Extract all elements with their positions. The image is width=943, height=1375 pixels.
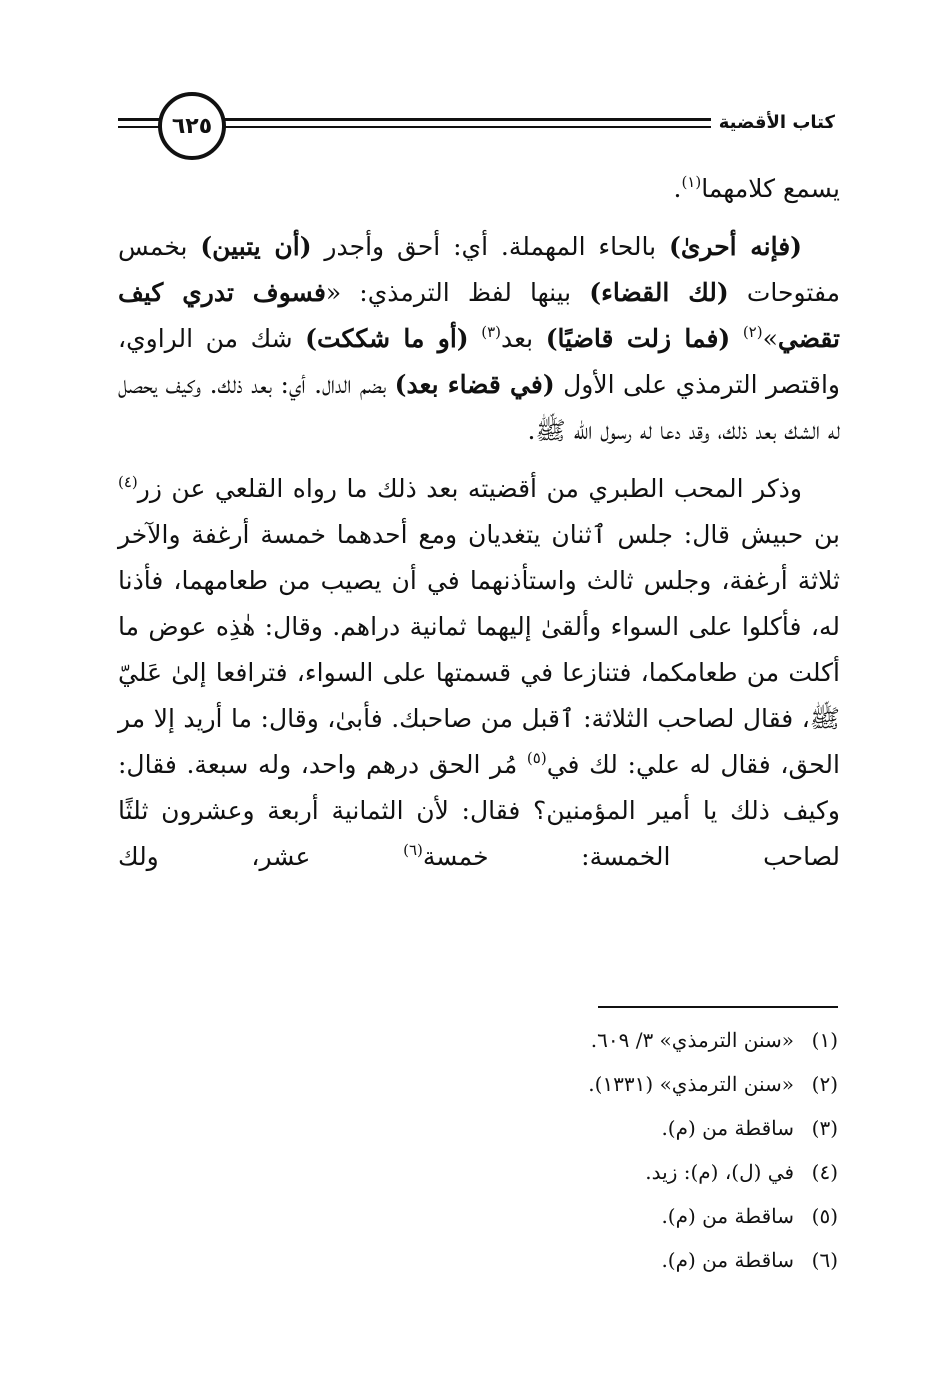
footnote-text: في (ل)، (م): زيد.: [645, 1160, 794, 1184]
footnote-ref-2: (٢): [742, 323, 763, 341]
footnote-ref-3: (٣): [481, 323, 501, 341]
text-segment: عشر، ولك: [118, 842, 404, 871]
text-segment: بالحاء المهملة. أي: أحق وأجدر: [311, 232, 670, 261]
footnote-text: ساقطة من (م).: [661, 1248, 794, 1272]
text-segment: بينها لفظ الترمذي: «: [325, 278, 590, 307]
quoted-phrase: فسوف تدري كيف تقضي: [118, 278, 841, 353]
footnote: [338, 1106, 838, 1150]
footnotes: [338, 1018, 838, 1282]
text-segment: بن حبيش قال: جلس ٱثنان يتغديان ومع أحدهما خمسة أرغفة والآخر ثلاثة أرغفة، وجلس ثالث واستأذنهما في أن يصيب من طعامهما، فأذنا له، فأكلوا على السواء وألقىٰ إليهما ثمانية دراهم. وقال: هٰذِه عوض ما أكلت من طعامكما، فتنازعا في قسمتها على السواء، فترافعا إلىٰ عَليّ ﷺ، فقال لصاحب الثلاثة: ٱقبل من صاحبك. فأبىٰ، وقال: ما أريد إلا مر الحق، فقال له علي: لك في: [118, 520, 840, 779]
text-segment: »: [762, 324, 778, 353]
text-segment: بخمس مفتوحات: [118, 232, 840, 307]
page-number: ٦٢٥: [158, 92, 226, 160]
text-segment: شك من الراوي، واقتصر الترمذي على الأول: [118, 324, 841, 399]
quoted-phrase: (في قضاء بعد): [394, 370, 555, 399]
paragraph-narration: [118, 466, 840, 880]
footnote-text: «سنن الترمذي» ٣/ ٦٠٩.: [590, 1028, 794, 1052]
footnote: [338, 1194, 838, 1238]
footnote-ref-6: (٦): [403, 841, 423, 859]
quoted-phrase: (فما زلت قاضيًا): [545, 324, 731, 353]
quoted-phrase: (أن يتبين): [200, 232, 312, 261]
paragraph-commentary: [118, 224, 840, 454]
page-header: [0, 0, 943, 170]
footnote-number: (٢): [811, 1072, 838, 1096]
text-segment: بضم الدال. أي: بعد ذلك. وكيف يحصل له الشك بعد ذلك، وقد دعا له رسول الله ﷺ.: [118, 370, 840, 445]
quoted-phrase: (أو ما شككت): [305, 324, 469, 353]
paragraph-continuation: [118, 166, 840, 212]
footnote-number: (١): [811, 1028, 838, 1052]
footnote-number: (٤): [811, 1160, 838, 1184]
footnote-text: ساقطة من (م).: [661, 1204, 794, 1228]
footnote-ref-5: (٥): [526, 749, 547, 767]
chapter-title: كتاب الأقضية: [711, 112, 843, 133]
footnote-number: (٣): [811, 1116, 838, 1140]
footnote-separator: [598, 1006, 838, 1008]
footnote: [338, 1062, 838, 1106]
text-segment: بعد: [500, 324, 546, 353]
footnote-number: (٦): [811, 1248, 838, 1272]
text-segment: .: [673, 174, 682, 203]
footnote-ref-1: (١): [681, 173, 702, 191]
footnote-text: ساقطة من (م).: [661, 1116, 794, 1140]
text-segment: وذكر المحب الطبري من أقضيته بعد ذلك ما رواه القلعي عن زر: [137, 474, 802, 503]
text-segment: [730, 324, 743, 353]
text-segment: مُر الحق درهم واحد، وله سبعة. فقال: وكيف ذلك يا أمير المؤمنين؟ فقال: لأن الثمانية أربعة وعشرون ثلثًا لصاحب الخمسة: خمسة: [118, 750, 840, 871]
footnote-number: (٥): [811, 1204, 838, 1228]
quoted-phrase: (لك القضاء): [589, 278, 729, 307]
main-text: [118, 166, 840, 892]
footnote: [338, 1238, 838, 1282]
quoted-phrase: (فإنه أحرىٰ): [669, 232, 803, 261]
footnote-text: «سنن الترمذي» (١٣٣١).: [588, 1072, 794, 1096]
footnote: [338, 1150, 838, 1194]
footnote-ref-4: (٤): [118, 473, 138, 491]
text-segment: يسمع كلامهما: [701, 174, 840, 203]
footnote: [338, 1018, 838, 1062]
text-segment: [469, 324, 482, 353]
